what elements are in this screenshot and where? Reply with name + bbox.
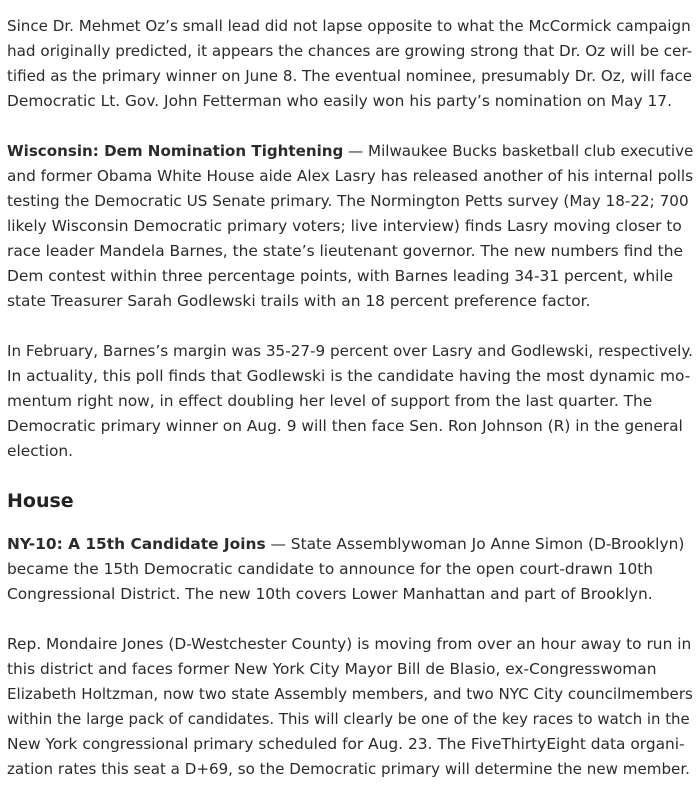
ny10-lead-heading: NY-10: A 15th Candidate Joins	[7, 535, 266, 553]
text-line: Dem contest within three percentage points, with Barnes leading 34-31 percent, while	[7, 267, 674, 285]
text-line: tified as the primary winner on June 8. The eventual nominee, presumably Dr. Oz, will face	[7, 67, 693, 85]
text-line: testing the Democratic US Senate primary. The Normington Petts survey (May 18-22; 700	[7, 192, 689, 210]
text-line: In February, Barnes’s margin was 35-27-9 percent over Lasry and Godlewski, respectively.	[7, 342, 693, 360]
paragraph-wisconsin	[7, 139, 694, 314]
section-heading-house: House	[7, 490, 74, 512]
paragraph-mondaire-jones	[7, 632, 693, 782]
text-line: within the large pack of candidates. This will clearly be one of the key races to watch in the	[7, 710, 690, 728]
text-line: New York congressional primary scheduled for Aug. 23. The FiveThirtyEight data organi-	[7, 735, 685, 753]
text-line: Rep. Mondaire Jones (D-Westchester County) is moving from over an hour away to run in	[7, 635, 692, 653]
text-line: and former Obama White House aide Alex Lasry has released another of his internal polls	[7, 167, 694, 185]
text-line: Since Dr. Mehmet Oz’s small lead did not lapse opposite to what the McCormick campaign	[7, 17, 691, 35]
text-line: race leader Mandela Barnes, the state’s lieutenant governor. The new numbers find the	[7, 242, 683, 260]
text-line: this district and faces former New York City Mayor Bill de Blasio, ex-Congresswoman	[7, 660, 657, 678]
text-line: state Treasurer Sarah Godlewski trails with an 18 percent preference factor.	[7, 292, 591, 310]
text-line: Democratic primary winner on Aug. 9 will then face Sen. Ron Johnson (R) in the general	[7, 417, 683, 435]
text-line: In actuality, this poll finds that Godlewski is the candidate having the most dynamic mo-	[7, 367, 691, 385]
text-line: election.	[7, 442, 74, 460]
text-line: Democratic Lt. Gov. John Fetterman who easily won his party’s nomination on May 17.	[7, 92, 672, 110]
ny10-first-line: — State Assemblywoman Jo Anne Simon (D-Brooklyn)	[265, 535, 685, 553]
wisconsin-first-line: — Milwaukee Bucks basketball club executive	[343, 142, 694, 160]
paragraph-oz-certification	[7, 14, 693, 114]
text-line: Elizabeth Holtzman, now two state Assembly members, and two NYC City councilmembers	[7, 685, 693, 703]
text-line: Congressional District. The new 10th covers Lower Manhattan and part of Brooklyn.	[7, 585, 653, 603]
wisconsin-lead-heading: Wisconsin: Dem Nomination Tightening	[7, 142, 344, 160]
text-line	[7, 532, 690, 557]
text-line: likely Wisconsin Democratic primary voters; live interview) finds Lasry moving closer to	[7, 217, 682, 235]
text-line: zation rates this seat a D+69, so the Democratic primary will determine the new member.	[7, 760, 690, 778]
paragraph-ny10	[7, 532, 690, 607]
text-line: had originally predicted, it appears the chances are growing strong that Dr. Oz will be cer-	[7, 42, 693, 60]
text-line	[7, 139, 694, 164]
text-line: became the 15th Democratic candidate to announce for the open court-drawn 10th	[7, 560, 654, 578]
paragraph-barnes-margin	[7, 339, 693, 464]
text-line: mentum right now, in effect doubling her level of support from the last quarter. The	[7, 392, 653, 410]
